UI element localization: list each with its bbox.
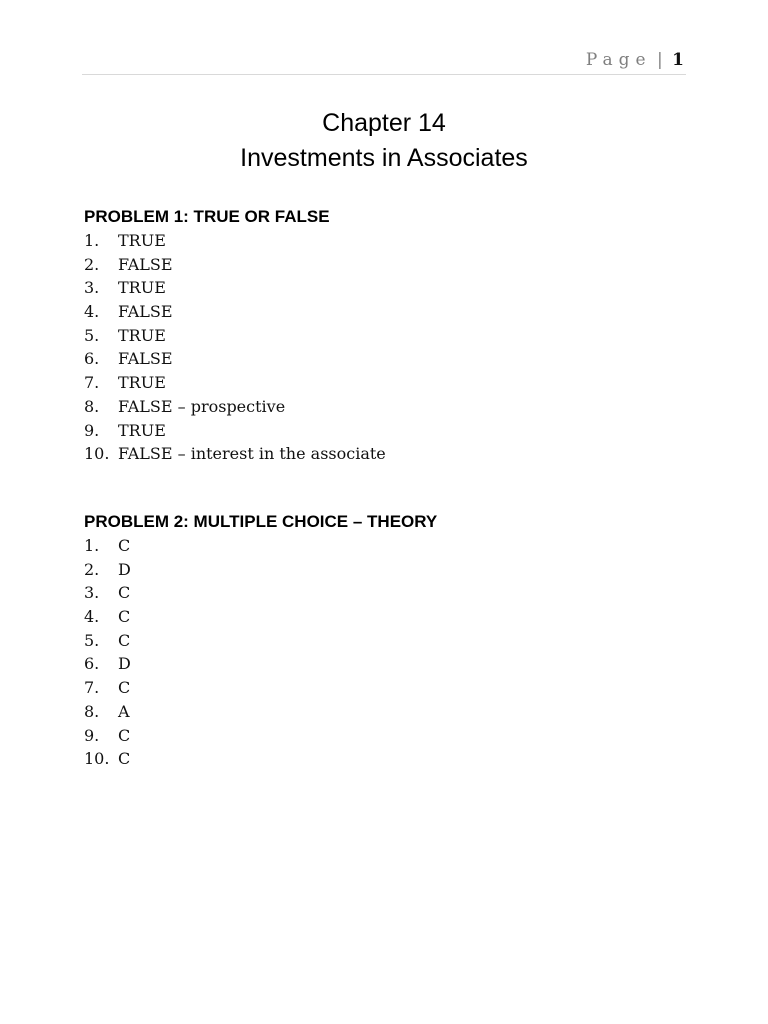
list-item [84, 395, 704, 419]
item-number: 1. [84, 231, 100, 250]
list-item [84, 419, 704, 443]
list-item [84, 605, 704, 629]
item-number: 1. [84, 536, 100, 555]
item-number: 10. [84, 749, 110, 769]
list-item [84, 676, 704, 700]
list-item [84, 276, 704, 300]
page-number-label [586, 50, 684, 70]
answer-list [84, 534, 704, 771]
list-item [84, 253, 704, 277]
list-item [84, 581, 704, 605]
list-item [84, 724, 704, 748]
list-item [84, 300, 704, 324]
section-problem-2 [84, 511, 704, 771]
section-problem-1 [84, 206, 704, 466]
item-number: 7. [84, 373, 100, 393]
document-title: Investments in Associates [240, 144, 528, 172]
item-number: 5. [84, 325, 100, 345]
list-item [84, 324, 704, 348]
answer-list [84, 229, 704, 466]
item-number: 9. [84, 420, 100, 440]
item-answer: D [118, 654, 131, 674]
item-number: 3. [84, 278, 100, 298]
item-answer: TRUE [118, 373, 166, 393]
item-answer: TRUE [118, 420, 166, 440]
item-answer: FALSE [118, 302, 173, 322]
item-number: 5. [84, 630, 100, 650]
item-answer: FALSE – prospective [118, 396, 286, 416]
item-number: 4. [84, 607, 100, 627]
item-number: 2. [84, 559, 100, 579]
list-item [84, 534, 704, 558]
list-item [84, 652, 704, 676]
title-block [0, 106, 768, 176]
list-item [84, 558, 704, 582]
item-answer: FALSE [118, 254, 173, 274]
page-number: 1 [672, 50, 684, 70]
item-number: 8. [84, 701, 100, 721]
item-answer: C [118, 630, 131, 650]
item-answer: C [118, 536, 131, 555]
list-item [84, 747, 704, 771]
item-answer: D [118, 559, 131, 579]
list-item [84, 229, 704, 253]
item-number: 3. [84, 583, 100, 603]
list-item [84, 629, 704, 653]
item-answer: C [118, 749, 131, 769]
chapter-title: Chapter 14 [322, 109, 446, 137]
page-word: Page [585, 50, 652, 70]
list-item [84, 347, 704, 371]
item-number: 6. [84, 654, 100, 674]
item-number: 4. [84, 302, 100, 322]
page-header [82, 48, 686, 75]
item-answer: TRUE [118, 231, 166, 250]
item-answer: C [118, 583, 131, 603]
item-answer: TRUE [118, 325, 166, 345]
section-heading: PROBLEM 2: MULTIPLE CHOICE – THEORY [84, 512, 438, 531]
item-answer: FALSE [118, 349, 173, 369]
item-number: 6. [84, 349, 100, 369]
item-number: 10. [84, 444, 110, 464]
item-answer: A [118, 701, 130, 721]
list-item [84, 371, 704, 395]
item-number: 2. [84, 254, 100, 274]
item-number: 9. [84, 725, 100, 745]
item-answer: C [118, 725, 131, 745]
section-heading: PROBLEM 1: TRUE OR FALSE [84, 207, 330, 226]
item-answer: C [118, 607, 131, 627]
page-separator: | [657, 50, 663, 70]
list-item [84, 700, 704, 724]
item-answer: C [118, 678, 131, 698]
item-number: 8. [84, 396, 100, 416]
item-answer: TRUE [118, 278, 166, 298]
list-item [84, 442, 704, 466]
item-number: 7. [84, 678, 100, 698]
item-answer: FALSE – interest in the associate [118, 444, 386, 464]
